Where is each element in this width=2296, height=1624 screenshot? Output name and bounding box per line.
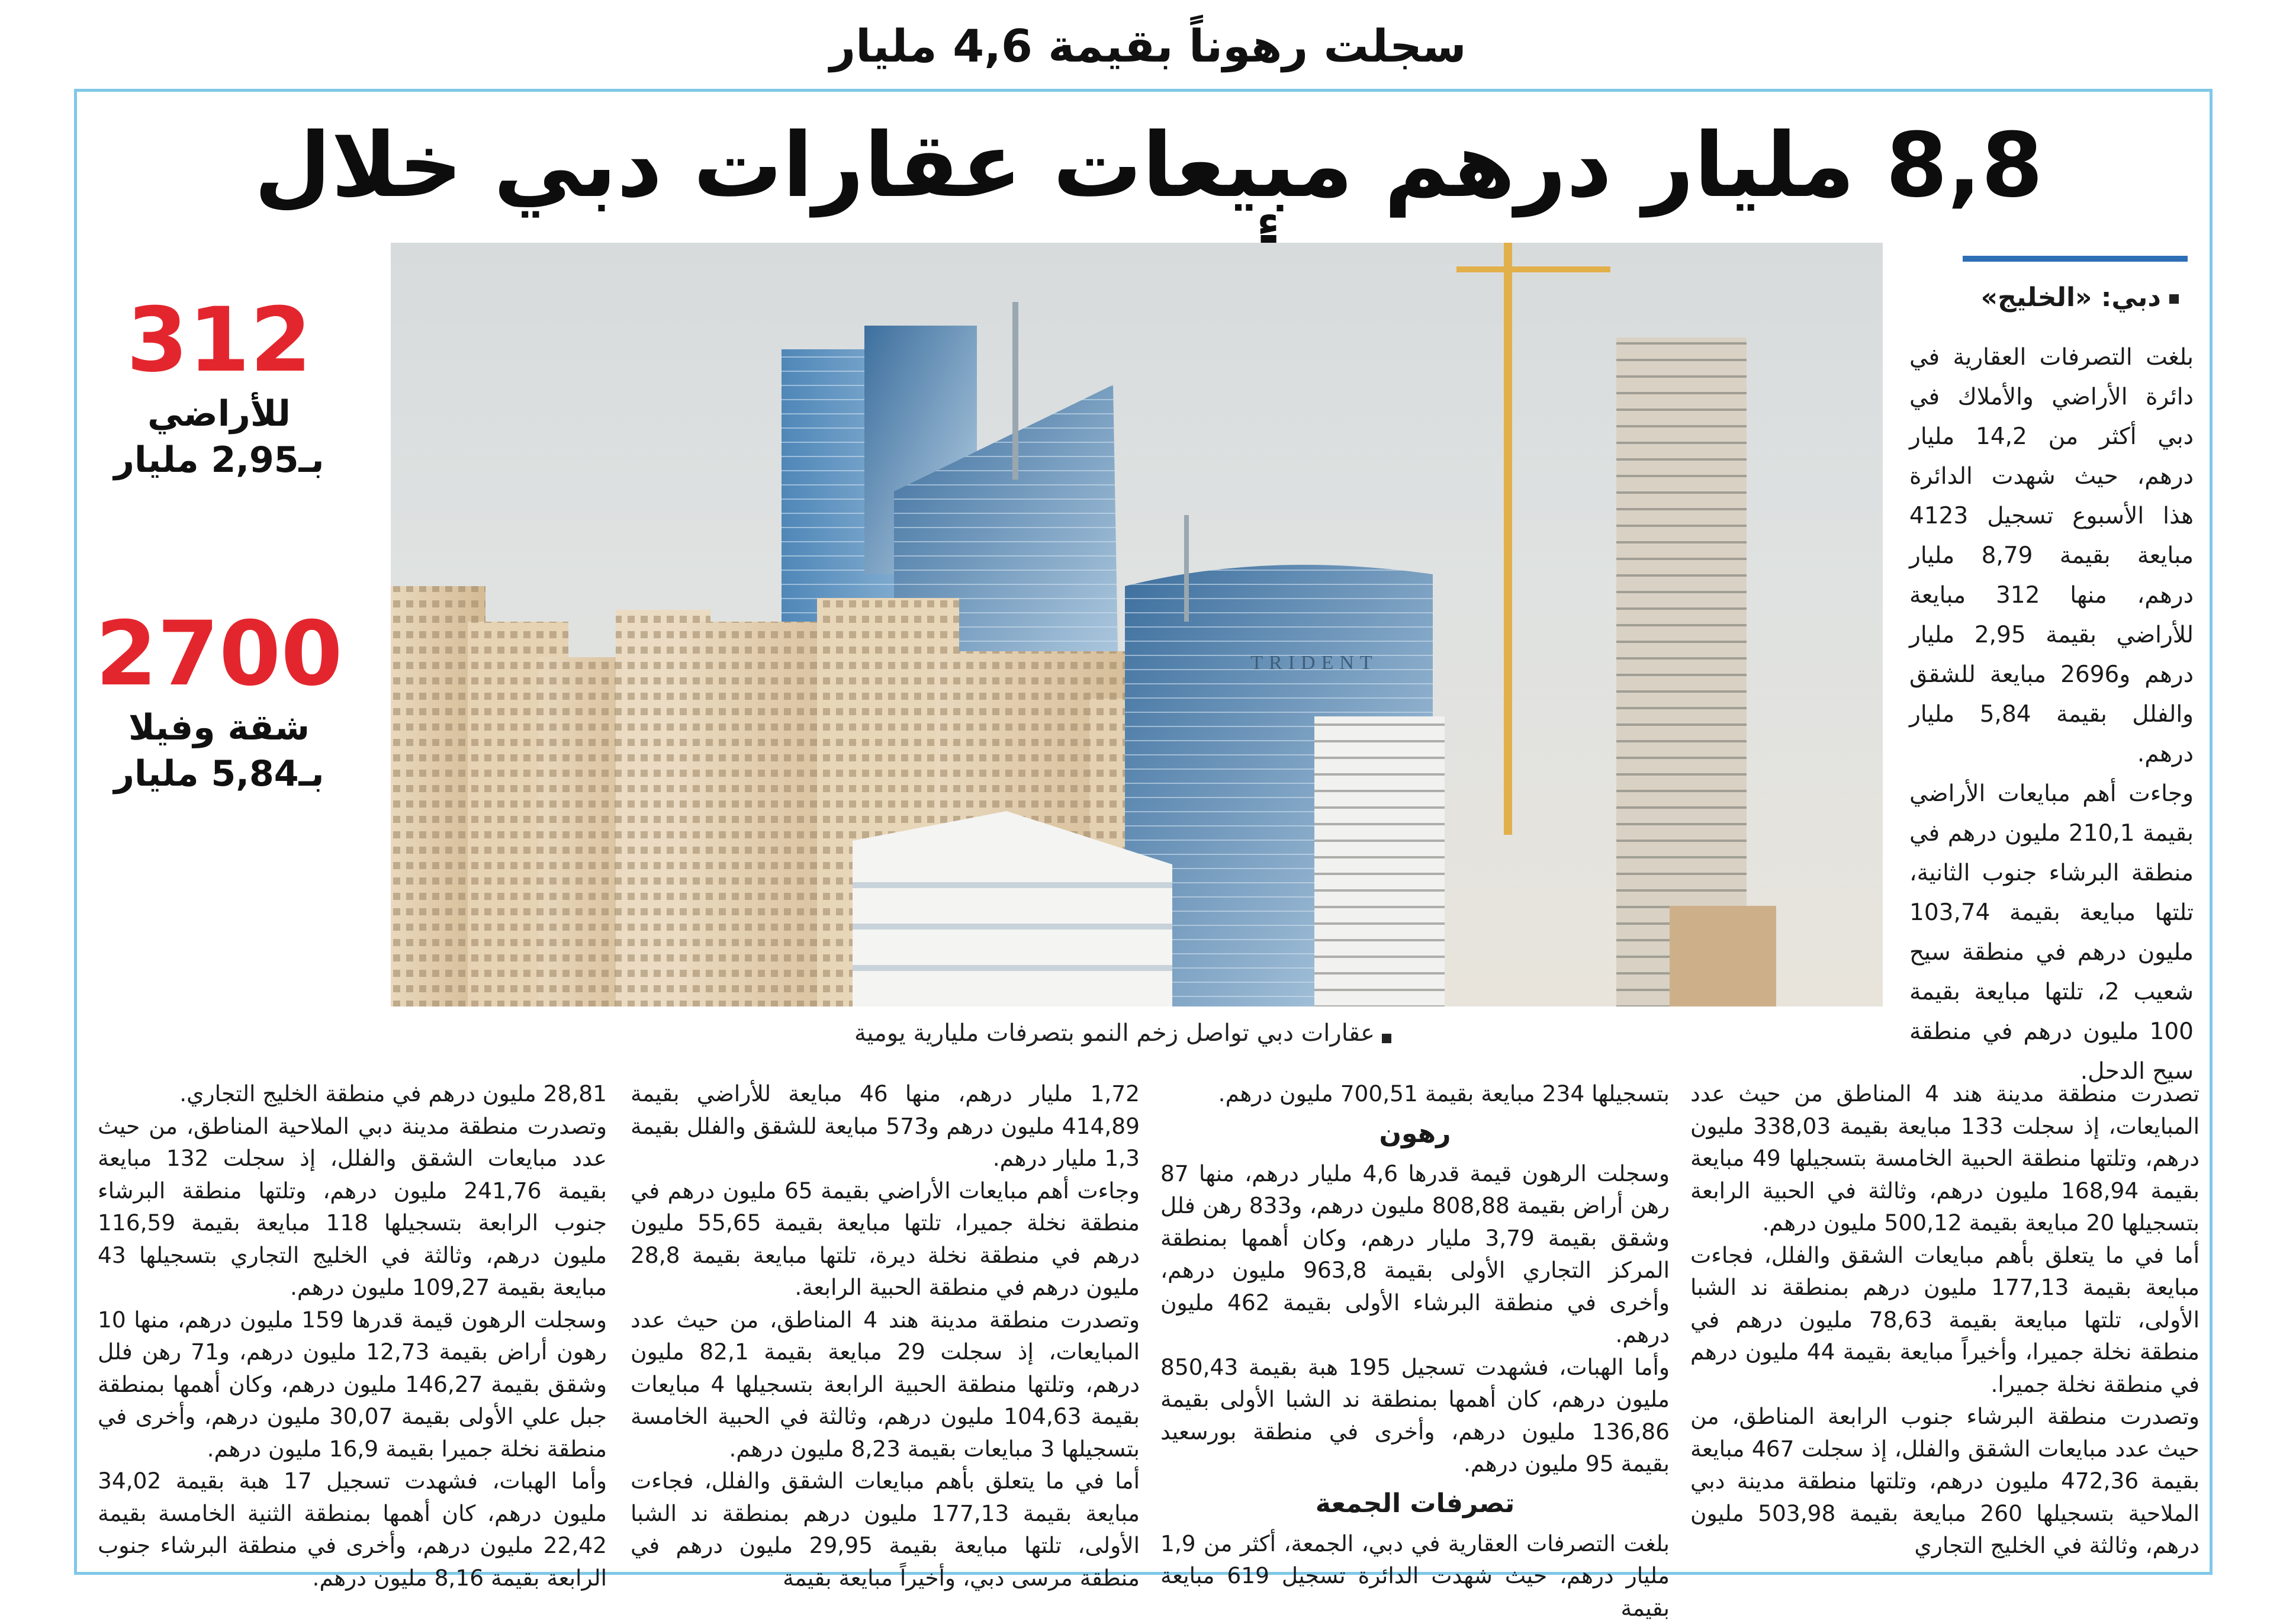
column-paragraph: أما في ما يتعلق بأهم مبايعات الشقق والفلل، فجاءت مبايعة بقيمة 177,13 مليون درهم بمنطقة ند الشبا الأولى، تلتها مبايعة بقيمة 78,63 مليون درهم في منطقة نخلة جميرا، وأخيراً مبايعة بقيمة 44 مليون درهم في منطقة نخلة جميرا. <box>1690 1239 2199 1401</box>
column-paragraph: وتصدرت منطقة مدينة دبي الملاحية المناطق، من حيث عدد مبايعات الشقق والفلل، إذ سجلت 132 مبايعة بقيمة 241,76 مليون درهم، وتلتها منطقة البرشاء جنوب الرابعة بتسجيلها 118 مبايعة بقيمة 116,59 مليون درهم، وثالثة في الخليج التجاري بتسجيلها 43 مبايعة بقيمة 109,27 مليون درهم. <box>98 1110 607 1304</box>
column-paragraph: 1,72 مليار درهم، منها 46 مبايعة للأراضي بقيمة 414,89 مليون درهم و573 مبايعة للشقق والفلل بقيمة 1,3 مليار درهم. <box>631 1078 1140 1175</box>
stat-number: 312 <box>95 290 343 391</box>
skyline-illustration <box>391 243 1883 1006</box>
trident-sign: TRIDENT <box>1250 652 1378 674</box>
column-paragraph: وجاءت أهم مبايعات الأراضي بقيمة 65 مليون درهم في منطقة نخلة جميرا، تلتها مبايعة بقيمة 55,65 مليون درهم في منطقة نخلة ديرة، تلتها مبايعة بقيمة 28,8 مليون درهم في منطقة الحبية الرابعة. <box>631 1175 1140 1304</box>
column-paragraph: تصدرت منطقة مدينة هند 4 المناطق من حيث عدد المبايعات، إذ سجلت 133 مبايعة بقيمة 338,03 مليون درهم، وتلتها منطقة الحبية الخامسة بتسجيلها 49 مبايعة بقيمة 168,94 مليون درهم، وثالثة في الحبية الرابعة بتسجيلها 20 مبايعة بقيمة 500,12 مليون درهم. <box>1690 1078 2199 1239</box>
column-paragraph: وتصدرت منطقة البرشاء جنوب الرابعة المناطق، من حيث عدد مبايعات الشقق والفلل، إذ سجلت 467 مبايعة بقيمة 472,36 مليون درهم، وتلتها منطقة مدينة دبي الملاحية بتسجيلها 260 مبايعة بقيمة 503,98 مليون درهم، وثالثة في الخليج التجاري <box>1690 1400 2199 1562</box>
stat-number: 2700 <box>95 604 343 705</box>
article-column-3 <box>631 1078 1140 1563</box>
byline-rule <box>1963 256 2188 262</box>
column-paragraph: بتسجيلها 234 مبايعة بقيمة 700,51 مليون درهم. <box>1160 1078 1670 1110</box>
article-column-1 <box>1690 1078 2199 1563</box>
stat-label: شقة وفيلا <box>95 705 343 751</box>
column-paragraph: 28,81 مليون درهم في منطقة الخليج التجاري. <box>98 1078 607 1110</box>
skyline-photo <box>391 243 1883 1006</box>
subheading-friday: تصرفات الجمعة <box>1160 1486 1670 1522</box>
kicker: سجلت رهوناً بقيمة 4,6 مليار <box>0 11 2296 82</box>
article-column-4 <box>98 1078 607 1563</box>
stat-apartments <box>95 604 343 797</box>
article-column-2 <box>1160 1078 1670 1563</box>
column-paragraph: وتصدرت منطقة مدينة هند 4 المناطق، من حيث عدد المبايعات، إذ سجلت 29 مبايعة بقيمة 82,1 مليون درهم، وتلتها منطقة الحبية الرابعة بتسجيلها 4 مبايعات بقيمة 104,63 مليون درهم، وثالثة في الحبية الخامسة بتسجيلها 3 مبايعات بقيمة 8,23 مليون درهم. <box>631 1304 1140 1465</box>
subheading-mortgages: رهون <box>1160 1116 1670 1152</box>
column-paragraph: وأما الهبات، فشهدت تسجيل 195 هبة بقيمة 850,43 مليون درهم، كان أهمها بمنطقة ند الشبا الأولى بقيمة 136,86 مليون درهم، وأخرى في منطقة بورسعيد بقيمة 95 مليون درهم. <box>1160 1351 1670 1480</box>
column-paragraph: أما في ما يتعلق بأهم مبايعات الشقق والفلل، فجاءت مبايعة بقيمة 177,13 مليون درهم بمنطقة ند الشبا الأولى، تلتها مبايعة بقيمة 29,95 مليون درهم في منطقة مرسى دبي، وأخيراً مبايعة بقيمة <box>631 1465 1140 1594</box>
column-paragraph: وسجلت الرهون قيمة قدرها 159 مليون درهم، منها 10 رهون أراض بقيمة 12,73 مليون درهم، و71 رهن فلل وشقق بقيمة 146,27 مليون درهم، وكان أهمها بمنطقة جبل علي الأولى بقيمة 30,07 مليون درهم، وأخرى في منطقة نخلة جميرا بقيمة 16,9 مليون درهم. <box>98 1304 607 1465</box>
column-paragraph: بلغت التصرفات العقارية في دبي، الجمعة، أكثر من 1,9 مليار درهم، حيث شهدت الدائرة تسجيل 619 مبايعة بقيمة <box>1160 1527 1670 1624</box>
bullet-square-icon <box>2169 294 2179 304</box>
column-paragraph: وأما الهبات، فشهدت تسجيل 17 هبة بقيمة 34,02 مليون درهم، كان أهمها بمنطقة الثنية الخامسة بقيمة 22,42 مليون درهم، وأخرى في منطقة البرشاء جنوب الرابعة بقيمة 8,16 مليون درهم. <box>98 1465 607 1594</box>
column-paragraph: وسجلت الرهون قيمة قدرها 4,6 مليار درهم، منها 87 رهن أراض بقيمة 808,88 مليون درهم، و833 رهن فلل وشقق بقيمة 3,79 مليار درهم، وكان أهمها بمنطقة المركز التجاري الأولى بقيمة 963,8 مليون درهم، وأخرى في منطقة البرشاء الأولى بقيمة 462 مليون درهم. <box>1160 1157 1670 1351</box>
photo-caption: عقارات دبي تواصل زخم النمو بتصرفات مليارية يومية <box>847 1015 1391 1051</box>
intro-paragraph: وجاءت أهم مبايعات الأراضي بقيمة 210,1 مليون درهم في منطقة البرشاء جنوب الثانية، تلتها مبايعة بقيمة 103,74 مليون درهم في منطقة سيح شعيب 2، تلتها مبايعة بقيمة 100 مليون درهم في منطقة سيح الدحل. <box>1909 774 2194 1091</box>
stat-lands <box>95 290 343 483</box>
byline: دبي: «الخليج» <box>1930 277 2179 319</box>
stat-value: بـ2,95 مليار <box>95 437 343 483</box>
intro-paragraph: بلغت التصرفات العقارية في دائرة الأراضي والأملاك في دبي أكثر من 14,2 مليار درهم، حيث شهدت الدائرة هذا الأسبوع تسجيل 4123 مبايعة بقيمة 8,79 مليار درهم، منها 312 مبايعة للأراضي بقيمة 2,95 مليار درهم و2696 مبايعة للشقق والفلل بقيمة 5,84 مليار درهم. <box>1909 337 2194 774</box>
stat-value: بـ5,84 مليار <box>95 751 343 797</box>
stat-label: للأراضي <box>95 391 343 437</box>
bullet-square-icon <box>1382 1034 1391 1043</box>
headline: 8,8 مليار درهم مبيعات عقارات دبي خلال <box>178 112 2120 219</box>
intro-text <box>1909 337 2194 965</box>
